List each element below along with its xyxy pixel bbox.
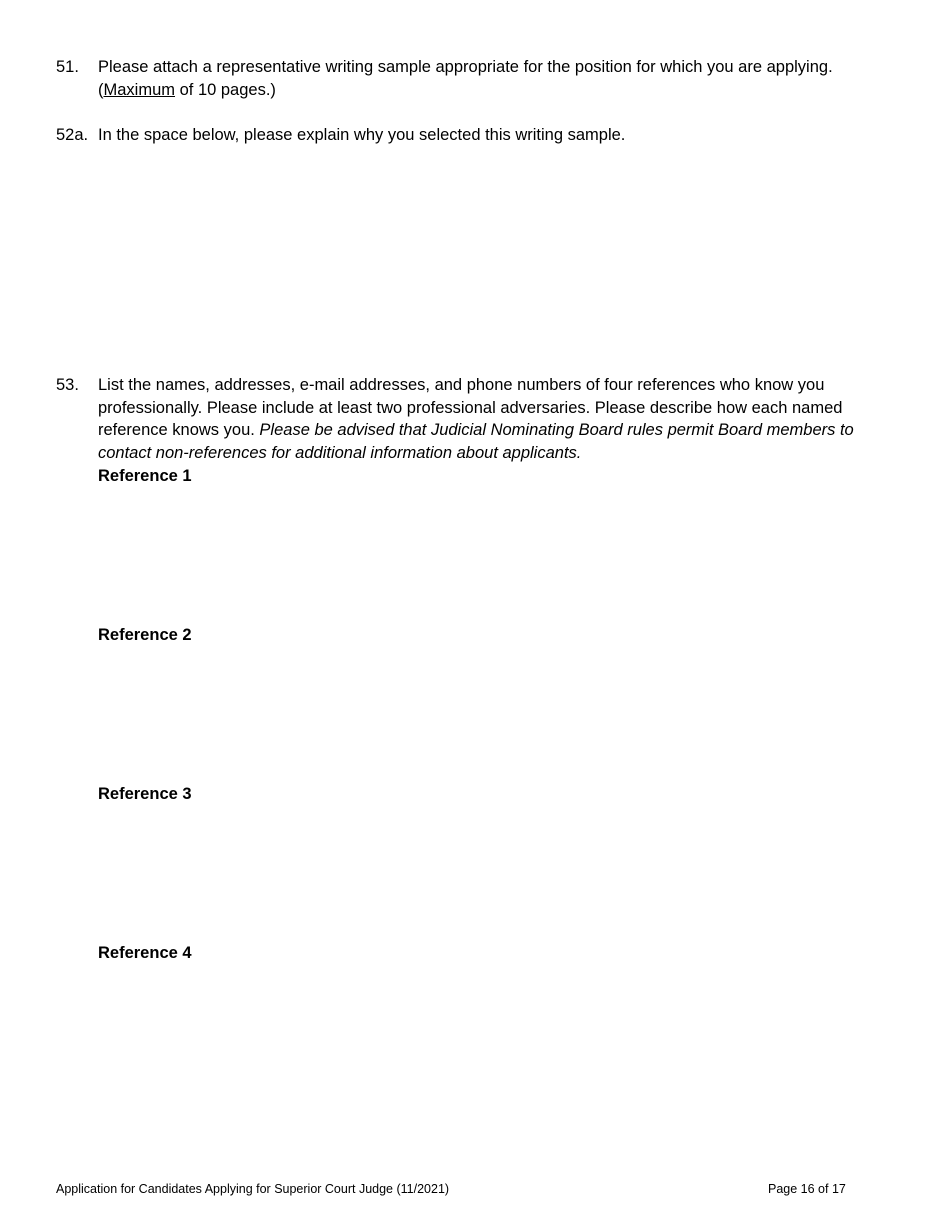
reference-1-heading: Reference 1 [98, 467, 192, 485]
question-52a [56, 124, 896, 147]
question-51 [56, 56, 896, 101]
board-rules-notice: Please be advised that Judicial Nominating Board rules permit Board members to contact non-references for additional information about applicants. [98, 421, 854, 462]
question-text: List the names, addresses, e-mail addresses, and phone numbers of four references who know you professionally. Please include at least two professional adversaries. Please describe how each named reference knows you. Please be advised that Judicial Nominating Board rules permit Board members to contact non-references for additional information about applicants. [98, 376, 854, 462]
footer-document-title: Application for Candidates Applying for Superior Court Judge (11/2021) [56, 1182, 450, 1196]
question-53 [56, 374, 896, 464]
reference-2-heading: Reference 2 [98, 626, 192, 644]
question-text: Please attach a representative writing sample appropriate for the position for which you are applying. (Maximum of 10 pages.) [98, 58, 833, 99]
reference-4-heading: Reference 4 [98, 944, 192, 962]
question-number: 52a. [56, 126, 89, 144]
question-number: 51. [56, 58, 79, 76]
question-text: In the space below, please explain why you selected this writing sample. [98, 126, 626, 144]
question-number: 53. [56, 376, 79, 394]
maximum-underlined: Maximum [103, 80, 176, 99]
reference-3-heading: Reference 3 [98, 785, 192, 803]
footer-page-number: Page 16 of 17 [768, 1182, 846, 1196]
